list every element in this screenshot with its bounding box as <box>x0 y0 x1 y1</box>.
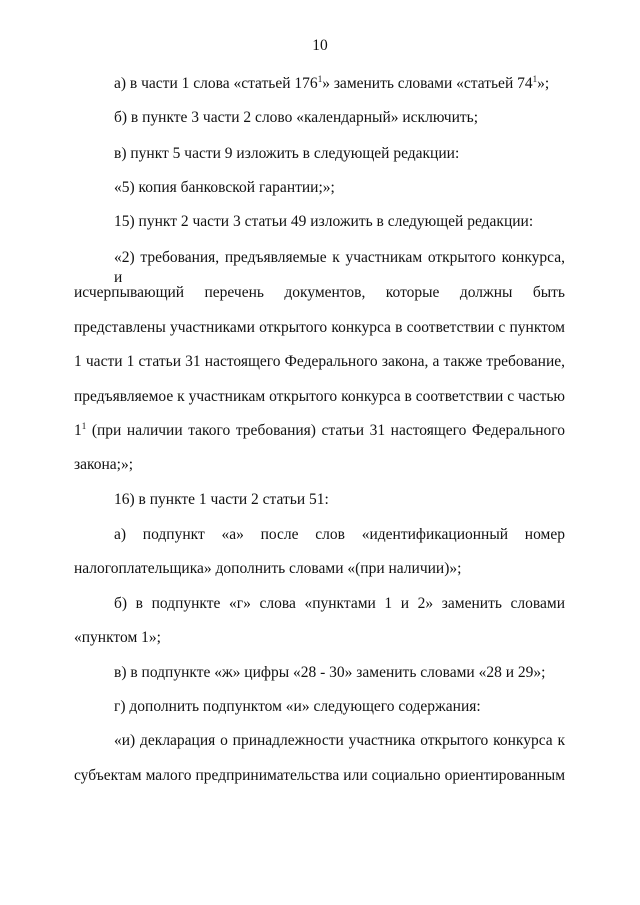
text-fragment: а) в части 1 слова «статьей 176 <box>114 75 318 92</box>
line-item-b: б) в пункте 3 части 2 слово «календарный» исключить; <box>114 109 479 126</box>
line-item-16: 16) в пункте 1 части 2 статьи 51: <box>114 491 329 508</box>
line-subitem-v: в) в подпункте «ж» цифры «28 - 30» заменить словами «28 и 29»; <box>114 664 546 681</box>
superscript: 1 <box>81 420 87 431</box>
line-quote-2: «2) требования, предъявляемые к участникам открытого конкурса, и <box>114 249 565 286</box>
text-fragment: (при наличии такого требования) статьи 31 настоящего Федерального <box>86 422 565 439</box>
line-amend-part1 <box>114 74 549 94</box>
line-text: закона;»; <box>74 456 134 473</box>
line-text-with-sup <box>74 421 565 441</box>
text-fragment: »; <box>537 75 550 92</box>
line-text: исчерпывающий перечень документов, которые должны быть <box>74 284 565 301</box>
line-quote-i: «и) декларация о принадлежности участника открытого конкурса к <box>114 732 565 749</box>
text-fragment: 1 <box>74 422 82 439</box>
line-text: «пунктом 1»; <box>74 629 161 646</box>
line-text: представлены участниками открытого конкурса в соответствии с пунктом <box>74 319 565 336</box>
line-text: субъектам малого предпринимательства или социально ориентированным <box>74 767 565 784</box>
line-text: предъявляемое к участникам открытого конкурса в соответствии с частью <box>74 388 565 405</box>
line-quote-5: «5) копия банковской гарантии;»; <box>114 179 335 196</box>
page-number: 10 <box>312 37 328 54</box>
line-item-v: в) пункт 5 части 9 изложить в следующей редакции: <box>114 145 460 162</box>
superscript: 1 <box>532 73 538 84</box>
line-text: налогоплательщика» дополнить словами «(при наличии)»; <box>74 560 462 577</box>
line-subitem-a: а) подпункт «а» после слов «идентификационный номер <box>114 526 565 543</box>
line-text: 1 части 1 статьи 31 настоящего Федерального закона, а также требование, <box>74 353 565 370</box>
text-fragment: » заменить словами «статьей 74 <box>322 75 533 92</box>
line-subitem-b: б) в подпункте «г» слова «пунктами 1 и 2» заменить словами <box>114 595 565 612</box>
superscript: 1 <box>317 73 323 84</box>
line-item-15: 15) пункт 2 части 3 статьи 49 изложить в следующей редакции: <box>114 213 534 230</box>
line-subitem-g: г) дополнить подпунктом «и» следующего содержания: <box>114 698 481 715</box>
